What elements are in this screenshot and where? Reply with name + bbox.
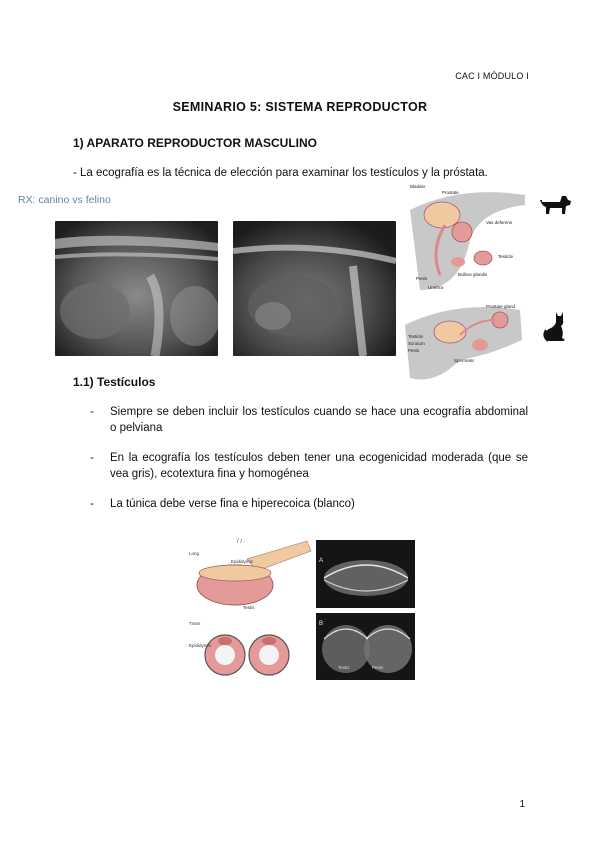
testis-ultrasound-long	[316, 540, 415, 608]
cat-reproductive-diagram	[400, 300, 530, 385]
xray-canine-image	[55, 221, 218, 356]
us-label-a: A	[319, 558, 324, 564]
dog-label-prostate: Prostate	[442, 190, 459, 195]
dog-label-vas: Vas deferens	[486, 220, 513, 225]
us-label-penis: Penis	[372, 665, 384, 670]
section-heading-testicles: 1.1) Testículos	[73, 375, 156, 389]
dog-label-bulbus: Bulbus glandis	[458, 272, 488, 277]
testis-ultrasound-trans	[316, 613, 415, 680]
bullet-dash: -	[90, 452, 94, 464]
cat-label-scrotum: Scrotum	[408, 341, 425, 346]
us-label-b: B	[319, 621, 324, 627]
label-epididymis-trans: Epididymis	[189, 643, 211, 648]
bullet-dash: -	[90, 406, 94, 418]
header-course: CAC I MÓDULO I	[455, 71, 529, 81]
rx-label: RX: canino vs felino	[18, 194, 111, 206]
testis-anatomy-diagram	[187, 537, 313, 683]
section-paragraph: - La ecografía es la técnica de elección para examinar los testículos y la próstata.	[73, 167, 488, 179]
bullet-text: La túnica debe verse fina e hiperecoica (blanco)	[110, 498, 355, 510]
label-trans: Trans	[189, 621, 201, 626]
us-label-testis: Testis	[338, 665, 350, 670]
label-long: Long	[189, 551, 200, 556]
cat-label-testicle: Testicle	[408, 334, 424, 339]
bullet-list	[90, 404, 528, 526]
bullet-text: Siempre se deben incluir los testículos cuando se hace una ecografía abdominal o pelviana	[110, 406, 528, 434]
list-item	[90, 496, 528, 512]
dog-label-penis: Penis	[416, 276, 428, 281]
dog-label-testicle: Testicle	[498, 254, 514, 259]
xray-feline-image	[233, 221, 396, 356]
label-testis: Testis	[243, 605, 255, 610]
list-item	[90, 404, 528, 436]
cat-icon	[542, 310, 568, 342]
section-heading-male: 1) APARATO REPRODUCTOR MASCULINO	[73, 136, 318, 150]
dog-reproductive-diagram	[400, 180, 530, 295]
page-title: SEMINARIO 5: SISTEMA REPRODUCTOR	[172, 100, 428, 114]
cat-label-penis: Penis	[408, 348, 420, 353]
cat-label-spermatic: Spermatic	[454, 358, 475, 363]
list-item	[90, 450, 528, 482]
dog-icon	[538, 192, 572, 220]
bullet-dash: -	[90, 498, 94, 510]
bullet-text: En la ecografía los testículos deben tener una ecogenicidad moderada (que se vea gris), ecotextura fina y homogénea	[110, 452, 528, 480]
dog-label-bladder: Bladder	[410, 184, 426, 189]
testis-note: / / ·	[237, 539, 246, 545]
label-epididymis-long: Epididymis	[231, 559, 253, 564]
cat-label-prostate: Prostate gland	[486, 304, 516, 309]
dog-label-urethra: Urethra	[428, 285, 444, 290]
page-number: 1	[519, 799, 525, 810]
